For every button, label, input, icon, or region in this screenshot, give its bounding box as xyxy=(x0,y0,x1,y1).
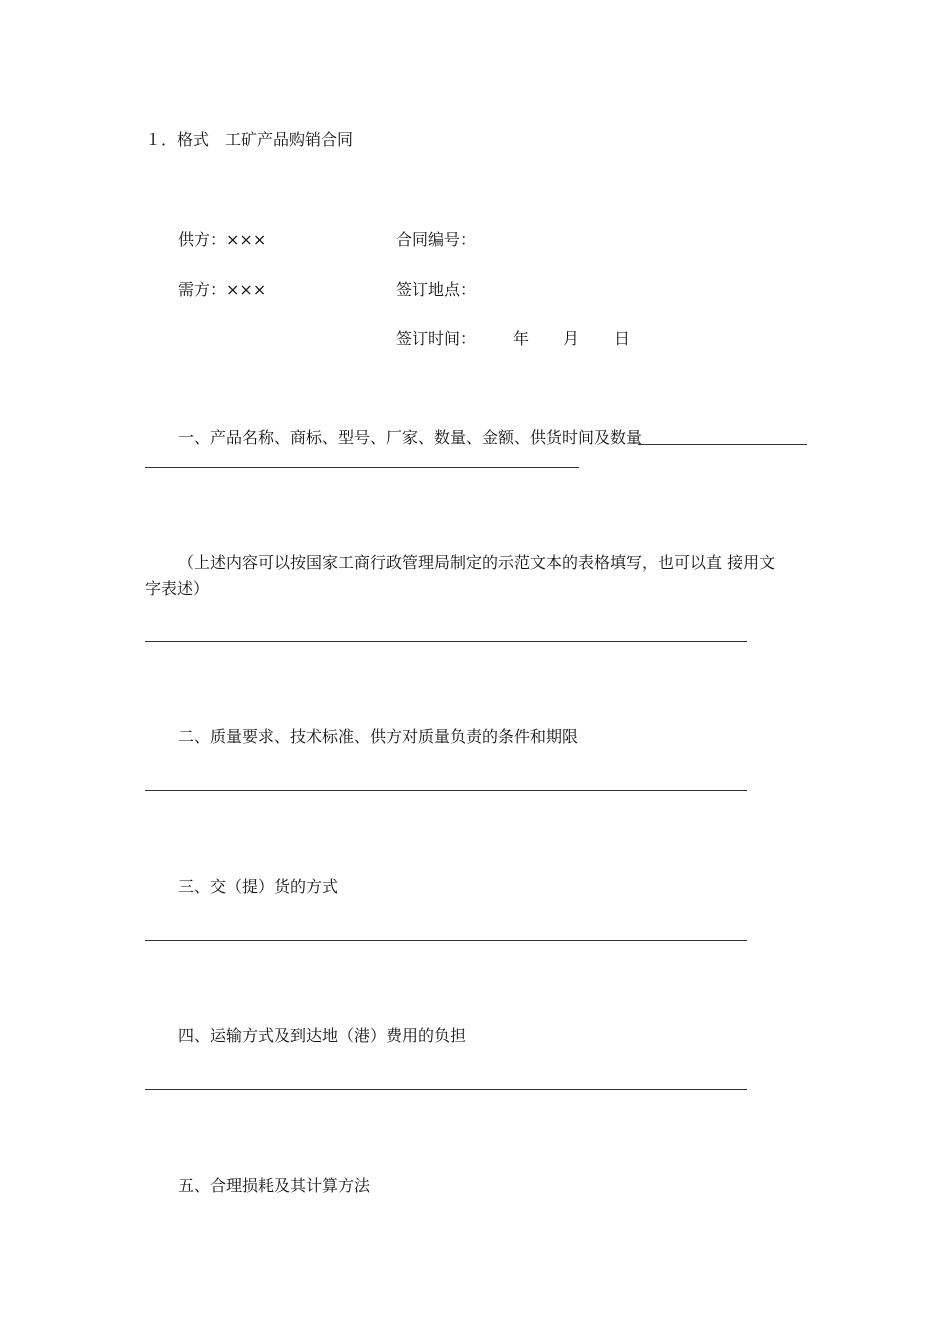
section-3-heading: 三、交（提）货的方式 xyxy=(178,877,339,896)
section-5-heading: 五、合理损耗及其计算方法 xyxy=(178,1176,371,1195)
note-fill-line xyxy=(145,641,747,642)
sign-month-label: 月 xyxy=(563,329,580,348)
section-2-heading: 二、质量要求、技术标准、供方对质量负责的条件和期限 xyxy=(178,727,579,746)
section-4-heading: 四、运输方式及到达地（港）费用的负担 xyxy=(178,1026,467,1045)
sign-place-label: 签订地点： xyxy=(396,280,477,299)
sign-year-label: 年 xyxy=(513,329,530,348)
document-title: １．格式 工矿产品购销合同 xyxy=(145,130,354,149)
note-line-2: 字表述） xyxy=(145,579,210,598)
sign-day-label: 日 xyxy=(614,329,631,348)
section-3-fill-line xyxy=(145,940,747,941)
section-4-fill-line xyxy=(145,1089,747,1090)
section-2-fill-line xyxy=(145,790,747,791)
supplier-field: 供方：××× xyxy=(178,230,267,249)
sign-time-label: 签订时间： xyxy=(396,329,477,348)
section-1-heading: 一、产品名称、商标、型号、厂家、数量、金额、供货时间及数量 xyxy=(178,428,643,447)
section-1-fill-line-b xyxy=(145,467,579,468)
section-1-fill-line-a xyxy=(638,444,807,445)
contract-number-label: 合同编号： xyxy=(396,230,477,249)
note-line-1: （上述内容可以按国家工商行政管理局制定的示范文本的表格填写，也可以直 接用文 xyxy=(178,553,776,572)
buyer-field: 需方：××× xyxy=(178,280,267,299)
